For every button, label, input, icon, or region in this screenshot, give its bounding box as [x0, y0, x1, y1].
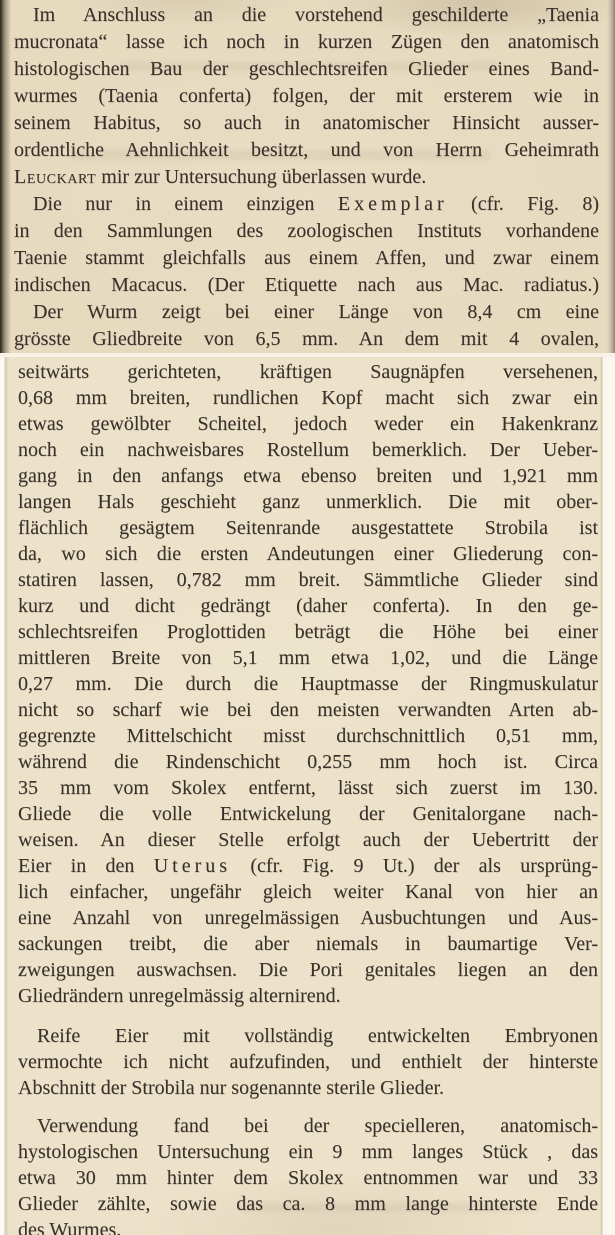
text-segment: (cfr. Fig. 9 Ut.) der als ursprüng-: [231, 855, 598, 877]
text-segment: wurmes (Taenia conferta) folgen, der mit ersterem wie in: [14, 85, 599, 107]
text-segment: Taenie stammt gleichfalls aus einem Affen, und zwar einem: [14, 247, 599, 269]
text-segment: seitwärts gerichteten, kräftigen Saugnäpfen versehenen,: [18, 361, 598, 383]
text-segment: kurz und dicht gedrängt (daher conferta). In den ge-: [18, 595, 598, 617]
paragraph: [18, 359, 598, 1009]
text-column-upper: [14, 2, 599, 353]
text-line: [18, 1191, 598, 1217]
text-line: [14, 83, 599, 110]
text-segment: weisen. An dieser Stelle erfolgt auch der Uebertritt der: [18, 829, 598, 851]
text-line: [18, 879, 598, 905]
text-line: [18, 489, 598, 515]
text-line: [18, 385, 598, 411]
text-line: [18, 567, 598, 593]
text-segment: nicht so scharf wie bei den meisten verwandten Arten ab-: [18, 699, 598, 721]
text-segment: da, wo sich die ersten Andeutungen einer Gliederung con-: [18, 543, 598, 565]
text-line: [18, 1023, 598, 1049]
text-line: [14, 2, 599, 29]
text-line: [14, 191, 599, 218]
text-segment: Gliede die volle Entwickelung der Genitalorgane nach-: [18, 803, 598, 825]
text-segment: während die Rindenschicht 0,255 mm hoch ist. Circa: [18, 751, 598, 773]
text-line: [18, 1075, 598, 1101]
text-segment: Glieder zählte, sowie das ca. 8 mm lange hinterste Ende: [18, 1193, 598, 1215]
text-segment: grösste Gliedbreite von 6,5 mm. An dem mit 4 ovalen,: [14, 328, 599, 350]
letterspaced-term: Exemplar: [337, 193, 448, 215]
text-segment: hystologischen Untersuchung ein 9 mm langes Stück , das: [18, 1141, 598, 1163]
text-segment: ordentliche Aehnlichkeit besitzt, und von Herrn Geheimrath: [14, 139, 599, 161]
text-line: [18, 645, 598, 671]
text-line: [18, 697, 598, 723]
text-segment: indischen Macacus. (Der Etiquette nach aus Mac. radiatus.): [14, 274, 599, 296]
text-line: [18, 463, 598, 489]
text-line: [18, 905, 598, 931]
text-line: [18, 1049, 598, 1075]
text-column-lower: [18, 359, 598, 1235]
text-segment: Die nur in einem einzigen: [33, 193, 338, 215]
text-segment: Der Wurm zeigt bei einer Länge von 8,4 cm eine: [33, 301, 599, 323]
text-line: [18, 931, 598, 957]
text-segment: Abschnitt der Strobila nur sogenannte sterile Glieder.: [18, 1077, 445, 1099]
text-segment: vermochte ich nicht aufzufinden, und enthielt der hinterste: [18, 1051, 598, 1073]
text-segment: mittleren Breite von 5,1 mm etwa 1,02, und die Länge: [18, 647, 598, 669]
text-line: [18, 1113, 598, 1139]
text-line: [14, 299, 599, 326]
text-segment: schlechtsreifen Proglottiden beträgt die Höhe bei einer: [18, 621, 598, 643]
page-edge-left: [0, 357, 9, 1235]
paragraph: [18, 1023, 598, 1101]
text-segment: langen Hals geschieht ganz unmerklich. Die mit ober-: [18, 491, 598, 513]
letterspaced-term: Uterus: [153, 855, 232, 877]
text-line: [14, 272, 599, 299]
text-segment: noch ein nachweisbares Rostellum bemerklich. Der Ueber-: [18, 439, 598, 461]
text-line: [18, 775, 598, 801]
text-line: [14, 110, 599, 137]
text-line: [18, 411, 598, 437]
text-segment: gang in den anfangs etwa ebenso breiten und 1,921 mm: [18, 465, 598, 487]
scan-shadow-left: [0, 0, 11, 353]
text-segment: 0,68 mm breiten, rundlichen Kopf macht sich zwar ein: [18, 387, 598, 409]
text-line: [18, 437, 598, 463]
text-segment: gegrenzte Mittelschicht misst durchschnittlich 0,51 mm,: [18, 725, 598, 747]
text-segment: sackungen treibt, die aber niemals in baumartige Ver-: [18, 933, 598, 955]
text-segment: 35 mm vom Skolex entfernt, lässt sich zuerst im 130.: [18, 777, 598, 799]
text-segment: Im Anschluss an die vorstehend geschilderte „Taenia: [33, 4, 599, 26]
text-segment: statiren lassen, 0,782 mm breit. Sämmtliche Glieder sind: [18, 569, 598, 591]
text-line: [14, 56, 599, 83]
text-line: [14, 245, 599, 272]
text-line: [18, 1139, 598, 1165]
text-line: [14, 137, 599, 164]
text-line: [18, 515, 598, 541]
text-line: [18, 983, 598, 1009]
text-segment: etwas gewölbter Scheitel, jedoch weder ein Hakenkranz: [18, 413, 598, 435]
text-segment: lich einfacher, ungefähr gleich weiter Kanal von hier an: [18, 881, 598, 903]
page-edge-right: [600, 357, 615, 1235]
text-line: [18, 749, 598, 775]
author-name-smallcaps: Leuckart: [14, 166, 97, 188]
paragraph: [18, 1113, 598, 1235]
scan-block-lower: [0, 357, 615, 1235]
text-line: [18, 619, 598, 645]
text-line: [18, 541, 598, 567]
paragraph: [14, 191, 599, 299]
text-segment: seinem Habitus, so auch in anatomischer Hinsicht ausser-: [14, 112, 599, 134]
scan-block-upper: [0, 0, 615, 353]
text-segment: Reife Eier mit vollständig entwickelten Embryonen: [37, 1025, 598, 1047]
text-segment: mucronata“ lasse ich noch in kurzen Zügen den anatomisch: [14, 31, 599, 53]
text-line: [18, 1217, 598, 1235]
text-line: [14, 218, 599, 245]
text-segment: flächlich gesägtem Seitenrande ausgestattete Strobila ist: [18, 517, 598, 539]
text-segment: Gliedrändern unregelmässig alternirend.: [18, 985, 341, 1007]
text-segment: des Wurmes.: [18, 1219, 122, 1235]
text-line: [18, 1165, 598, 1191]
text-line: [18, 853, 598, 879]
text-segment: 0,27 mm. Die durch die Hauptmasse der Ringmuskulatur: [18, 673, 598, 695]
text-line: [18, 593, 598, 619]
text-line: [14, 326, 599, 353]
text-line: [18, 359, 598, 385]
text-segment: (cfr. Fig. 8): [447, 193, 599, 215]
text-segment: Eier in den: [18, 855, 154, 877]
text-line: [18, 957, 598, 983]
text-segment: etwa 30 mm hinter dem Skolex entnommen war und 33: [18, 1167, 598, 1189]
text-line: [18, 827, 598, 853]
scan-shadow-right: [607, 0, 615, 353]
text-segment: zweigungen auswachsen. Die Pori genitales liegen an den: [18, 959, 598, 981]
text-segment: mir zur Untersuchung überlassen wurde.: [96, 166, 427, 188]
text-line: [18, 801, 598, 827]
paragraph: [14, 299, 599, 353]
text-line: [14, 164, 599, 191]
text-line: [18, 671, 598, 697]
text-line: [18, 723, 598, 749]
text-line: [14, 29, 599, 56]
text-segment: Verwendung fand bei der specielleren, anatomisch-: [37, 1115, 598, 1137]
paragraph: [14, 2, 599, 191]
text-segment: histologischen Bau der geschlechtsreifen Glieder eines Band-: [14, 58, 599, 80]
text-segment: eine Anzahl von unregelmässigen Ausbuchtungen und Aus-: [18, 907, 598, 929]
text-segment: in den Sammlungen des zoologischen Instituts vorhandene: [14, 220, 599, 242]
